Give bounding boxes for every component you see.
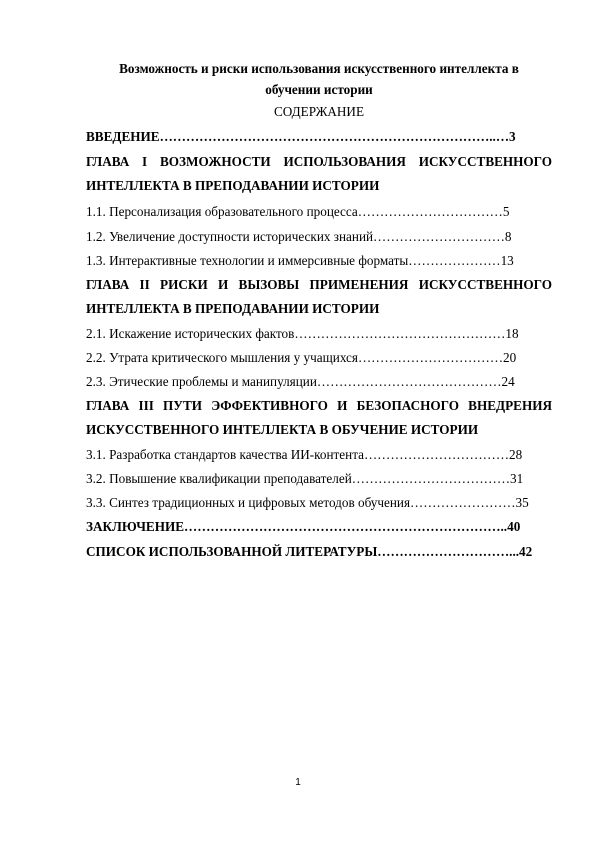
toc-chapter-1-line-2: ИНТЕЛЛЕКТА В ПРЕПОДАВАНИИ ИСТОРИИ xyxy=(86,178,380,193)
toc-chapter-3-line-2: ИСКУССТВЕННОГО ИНТЕЛЛЕКТА В ОБУЧЕНИЕ ИСТОРИИ xyxy=(86,422,479,437)
contents-heading: СОДЕРЖАНИЕ xyxy=(273,104,365,119)
toc-chapter-2-line-1: ГЛАВА II РИСКИ И ВЫЗОВЫ ПРИМЕНЕНИЯ ИСКУССТВЕННОГО xyxy=(86,277,552,292)
page-number: 1 xyxy=(295,777,301,788)
title-line-2: обучении истории xyxy=(265,82,373,97)
toc-entry-conclusion: ЗАКЛЮЧЕНИЕ………………………………………………………………..40 xyxy=(86,519,521,534)
toc-chapter-3-line-1: ГЛАВА III ПУТИ ЭФФЕКТИВНОГО И БЕЗОПАСНОГО ВНЕДРЕНИЯ xyxy=(86,398,552,413)
toc-entry-2-3: 2.3. Этические проблемы и манипуляции……………………………………24 xyxy=(86,374,515,389)
document-title xyxy=(86,58,552,100)
toc-entry-3-3: 3.3. Синтез традиционных и цифровых методов обучения……………………35 xyxy=(86,495,529,510)
toc-entry-introduction: ВВЕДЕНИЕ…………………………………………………………………..…3 xyxy=(86,129,516,144)
toc-entry-3-2: 3.2. Повышение квалификации преподавателей………………………………31 xyxy=(86,471,524,486)
toc-entry-1-1: 1.1. Персонализация образовательного процесса……………………………5 xyxy=(86,204,510,219)
toc-entry-1-2: 1.2. Увеличение доступности исторических знаний…………………………8 xyxy=(86,229,512,244)
title-line-1: Возможность и риски использования искусственного интеллекта в xyxy=(119,61,519,76)
toc-entry-3-1: 3.1. Разработка стандартов качества ИИ-контента……………………………28 xyxy=(86,447,523,462)
toc-entry-2-1: 2.1. Искажение исторических фактов…………………………………………18 xyxy=(86,326,519,341)
toc-entry-1-3: 1.3. Интерактивные технологии и иммерсивные форматы…………………13 xyxy=(86,253,514,268)
toc-entry-references: СПИСОК ИСПОЛЬЗОВАННОЙ ЛИТЕРАТУРЫ…………………………...42 xyxy=(86,544,533,559)
toc-chapter-1-line-1: ГЛАВА I ВОЗМОЖНОСТИ ИСПОЛЬЗОВАНИЯ ИСКУССТВЕННОГО xyxy=(86,154,552,169)
toc-entry-2-2: 2.2. Утрата критического мышления у учащихся……………………………20 xyxy=(86,350,517,365)
toc-chapter-2-line-2: ИНТЕЛЛЕКТА В ПРЕПОДАВАНИИ ИСТОРИИ xyxy=(86,301,380,316)
